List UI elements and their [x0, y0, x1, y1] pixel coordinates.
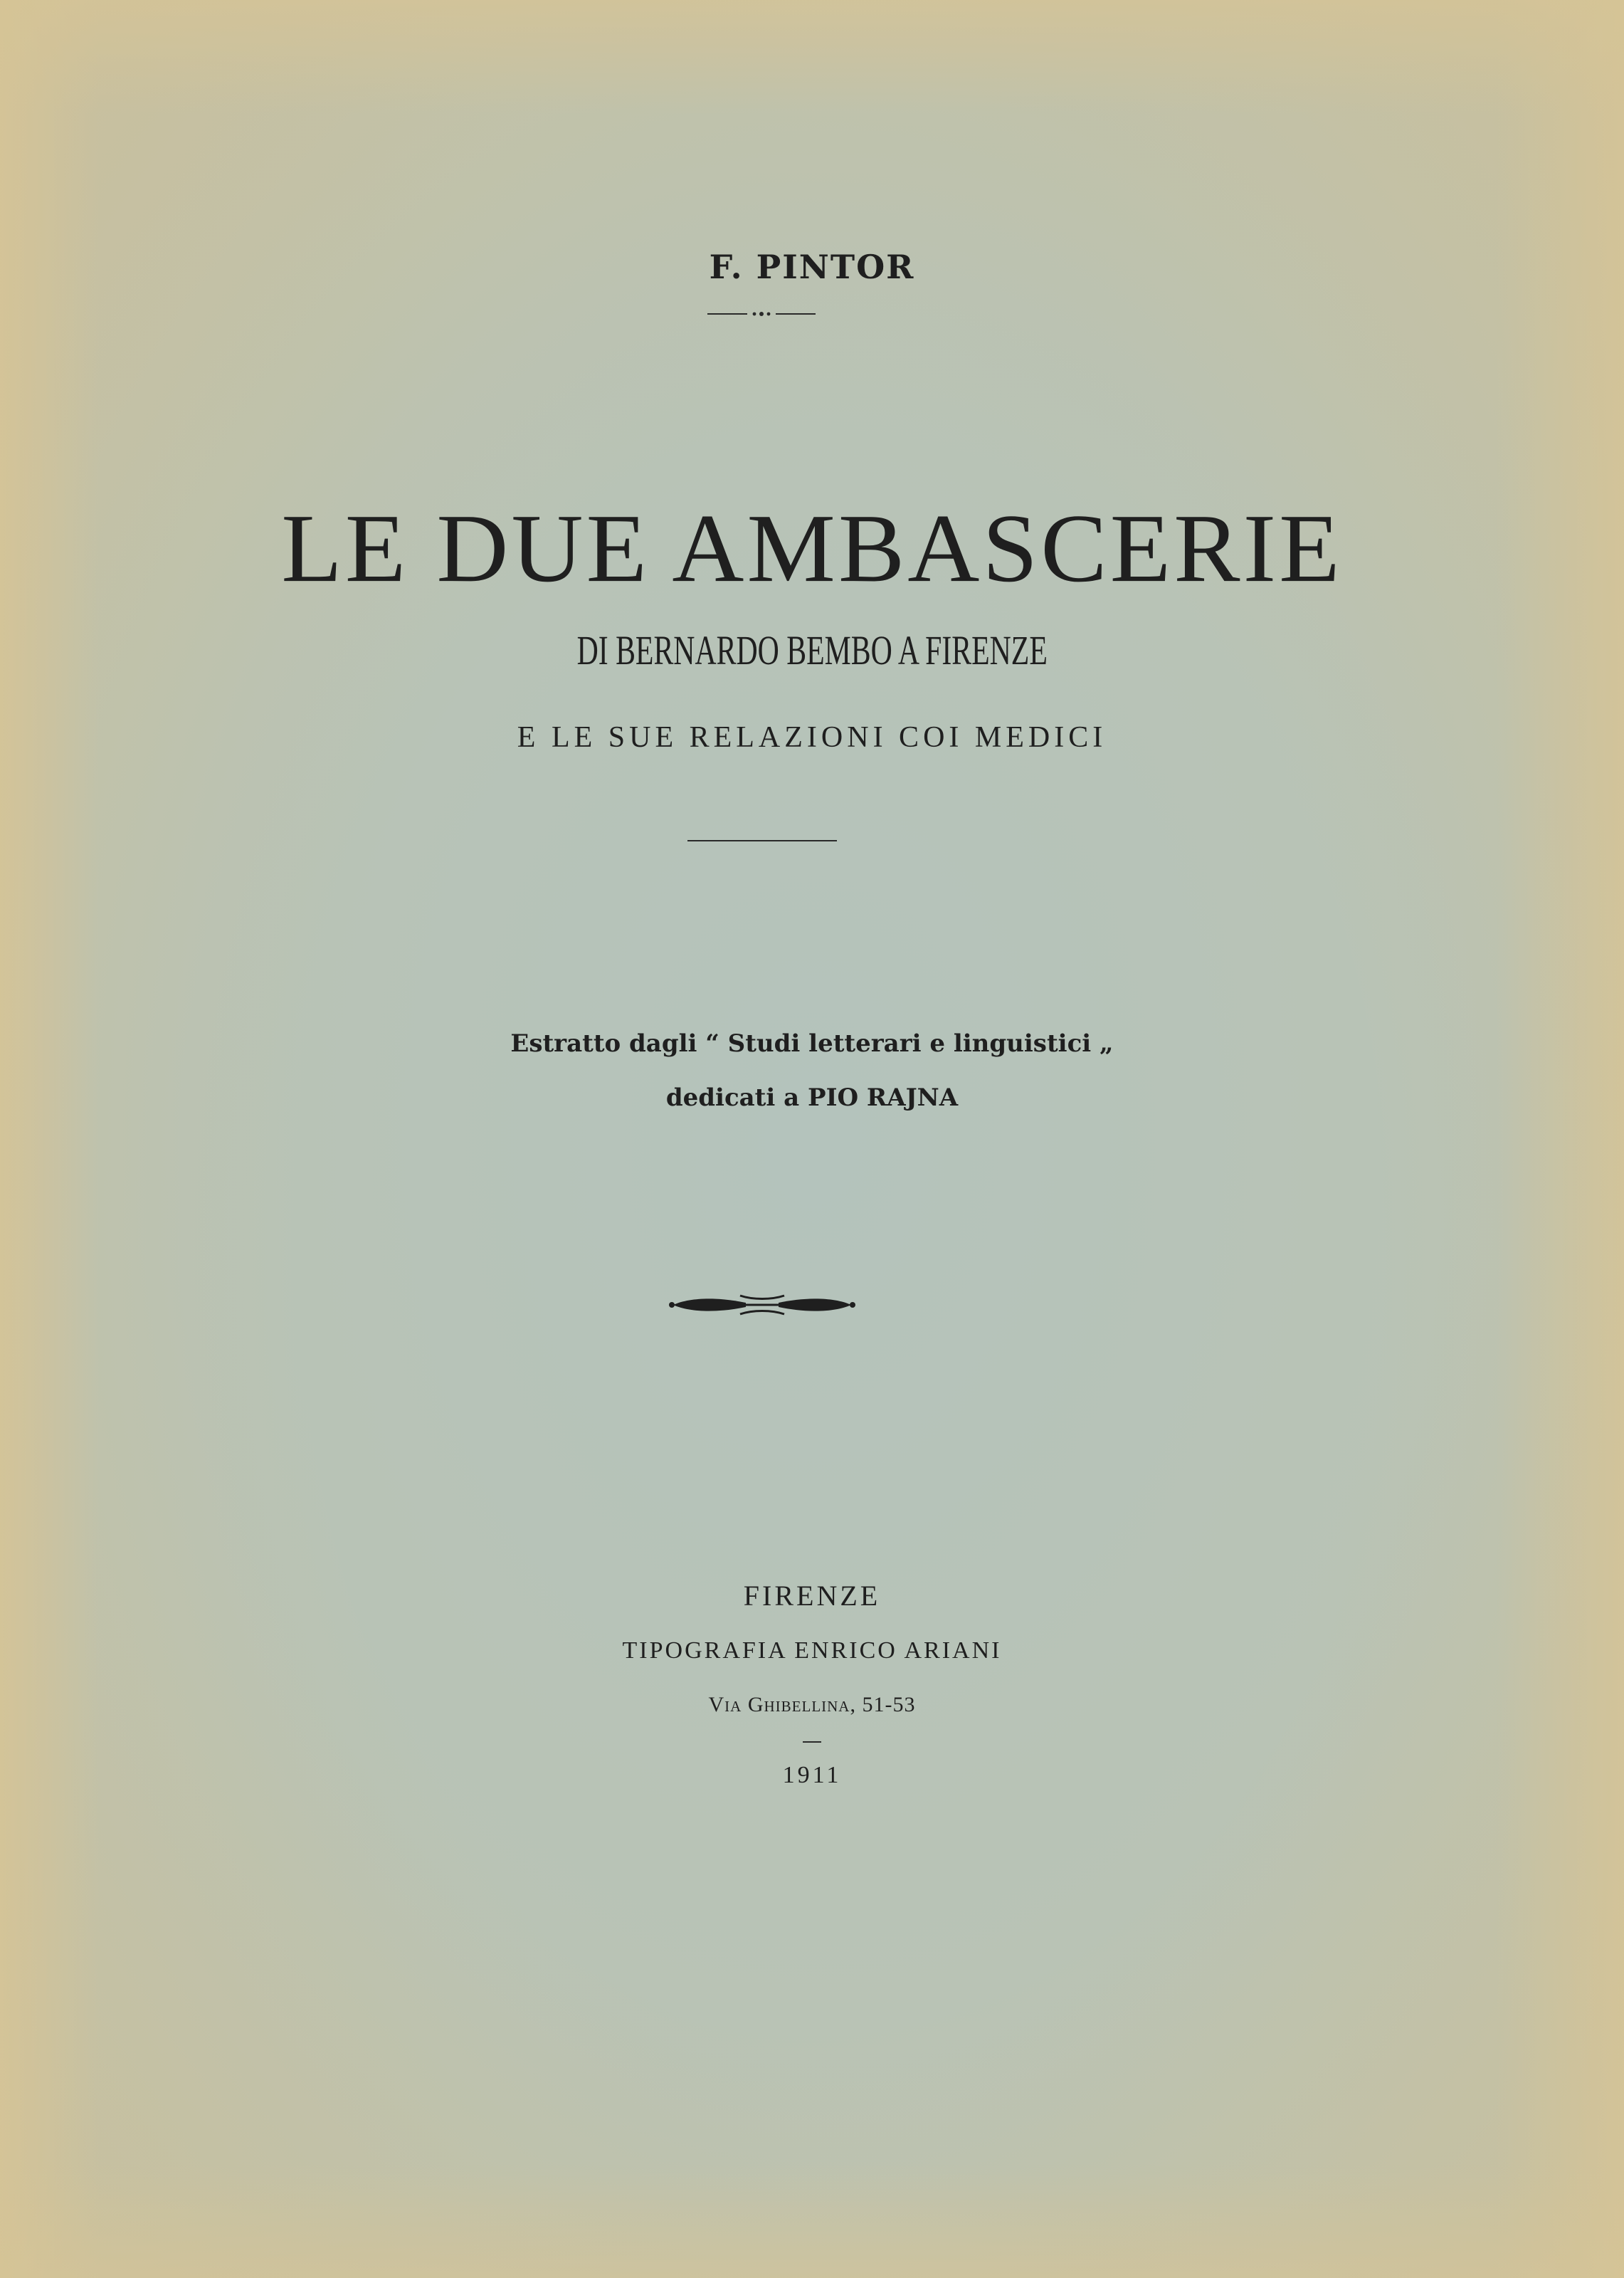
paper-edge-bottom	[0, 2164, 1624, 2278]
author-ornament-rule	[705, 309, 818, 319]
paper-edge-top	[0, 0, 1624, 114]
subtitle-line-2: E LE SUE RELAZIONI COI MEDICI	[517, 721, 1107, 754]
subtitle-line-1-text: DI BERNARDO BEMBO A FIRENZE	[576, 627, 1048, 673]
paper-edge-left	[0, 0, 100, 2278]
divider-rule	[687, 840, 837, 841]
imprint-dash	[803, 1741, 821, 1743]
imprint-city: FIRENZE	[743, 1580, 881, 1612]
subtitle-line-1	[0, 626, 1624, 674]
author-name: F. PINTOR	[709, 248, 915, 286]
paper-edge-right	[1496, 0, 1624, 2278]
imprint-address: Via Ghibellina, 51-53	[708, 1693, 916, 1716]
extract-note-line-2: dedicati a PIO RAJNA	[665, 1083, 959, 1112]
extract-note-line-1: Estratto dagli “ Studi letterari e linguistici „	[510, 1029, 1114, 1058]
decorative-ornament	[669, 1287, 855, 1323]
imprint-year: 1911	[782, 1762, 842, 1788]
book-title: LE DUE AMBASCERIE	[281, 494, 1343, 603]
imprint-printer: TIPOGRAFIA ENRICO ARIANI	[622, 1637, 1002, 1664]
